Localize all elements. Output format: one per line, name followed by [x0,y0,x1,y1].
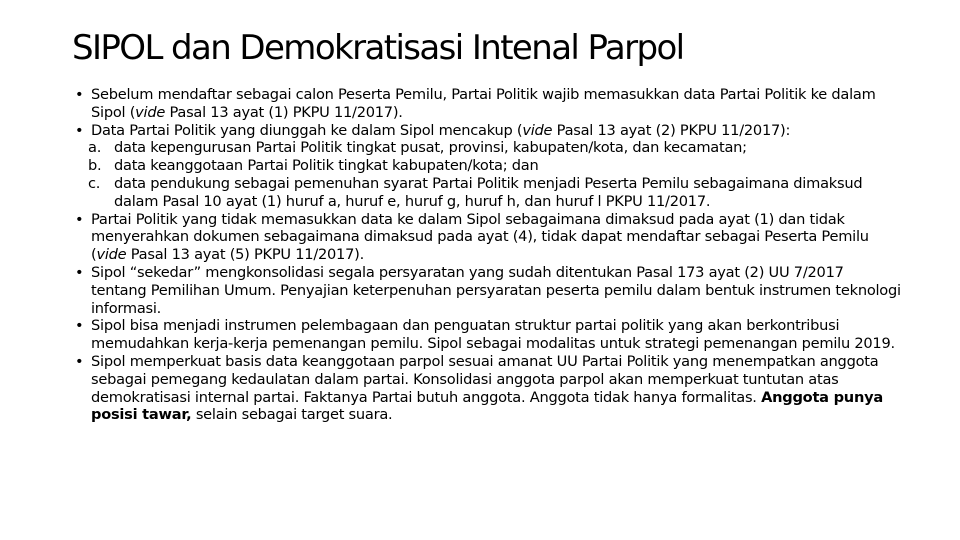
sub-item-text: data keanggotaan Partai Politik tingkat kabupaten/kota; dan [114,157,539,175]
sub-item-text: data kepengurusan Partai Politik tingkat pusat, provinsi, kabupaten/kota, dan kecamatan; [114,139,747,157]
bullet-icon: • [75,263,84,281]
bullet-item-2 [72,122,902,140]
bullet-text: Sipol “sekedar” mengkonsolidasi segala persyaratan yang sudah ditentukan Pasal 173 ayat (2) UU 7/2017 tentang Pemilihan Umum. Penyajian keterpenuhan persyaratan peserta pemilu dalam bentuk instrumen teknologi informasi. [91,263,901,317]
bullet-item-3 [72,211,902,264]
sub-item-c [72,175,902,211]
bullet-item-6 [72,353,902,424]
bullet-text: Sipol memperkuat basis data keanggotaan parpol sesuai amanat UU Partai Politik yang menempatkan anggota sebagai pemegang kedaulatan dalam partai. Konsolidasi anggota parpol akan memperkuat tuntutan atas demokratisasi internal partai. Faktanya Partai butuh anggota. Anggota tidak hanya formalitas. [91,352,879,406]
bullet-icon: • [75,121,84,139]
sub-item-marker: c. [88,174,101,192]
bullet-text: Pasal 13 ayat (2) PKPU 11/2017): [552,121,791,139]
bullet-text: Sipol bisa menjadi instrumen pelembagaan dan penguatan struktur partai politik yang akan berkontribusi memudahkan kerja-kerja pemenangan pemilu. Sipol sebagai modalitas untuk strategi pemenangan pemilu 2019. [91,317,895,353]
slide-title: SIPOL dan Demokratisasi Intenal Parpol [72,28,684,68]
bullet-text-italic: vide [135,103,166,121]
bullet-icon: • [75,352,84,370]
sub-item-marker: a. [88,139,102,157]
bullet-text-bold: Anggota punya posisi tawar, [91,388,883,424]
bullet-text-italic: vide [522,121,553,139]
bullet-text: Data Partai Politik yang diunggah ke dalam Sipol mencakup ( [91,121,523,139]
bullet-text-italic: vide [96,246,127,264]
bullet-text: Pasal 13 ayat (1) PKPU 11/2017). [165,103,403,121]
bullet-text: selain sebagai target suara. [191,406,393,424]
bullet-icon: • [75,86,84,103]
bullet-icon: • [75,317,84,335]
bullet-item-1 [72,86,902,122]
bullet-text: Pasal 13 ayat (5) PKPU 11/2017). [126,246,364,264]
slide-body [72,86,902,424]
sub-item-a [72,139,902,157]
bullet-item-4 [72,264,902,317]
sub-item-marker: b. [88,157,102,175]
bullet-text: Sebelum mendaftar sebagai calon Peserta Pemilu, Partai Politik wajib memasukkan data Partai Politik ke dalam Sipol ( [91,86,876,121]
sub-item-text: data pendukung sebagai pemenuhan syarat Partai Politik menjadi Peserta Pemilu sebagaimana dimaksud dalam Pasal 10 ayat (1) huruf a, huruf e, huruf g, huruf h, dan huruf l PKPU 11/2017. [114,174,863,210]
bullet-text: Partai Politik yang tidak memasukkan data ke dalam Sipol sebagaimana dimaksud pada ayat (1) dan tidak menyerahkan dokumen sebagaimana dimaksud pada ayat (4), tidak dapat mendaftar sebagai Peserta Pemilu ( [91,210,869,264]
bullet-icon: • [75,210,84,228]
bullet-item-5 [72,317,902,353]
sub-item-b [72,157,902,175]
